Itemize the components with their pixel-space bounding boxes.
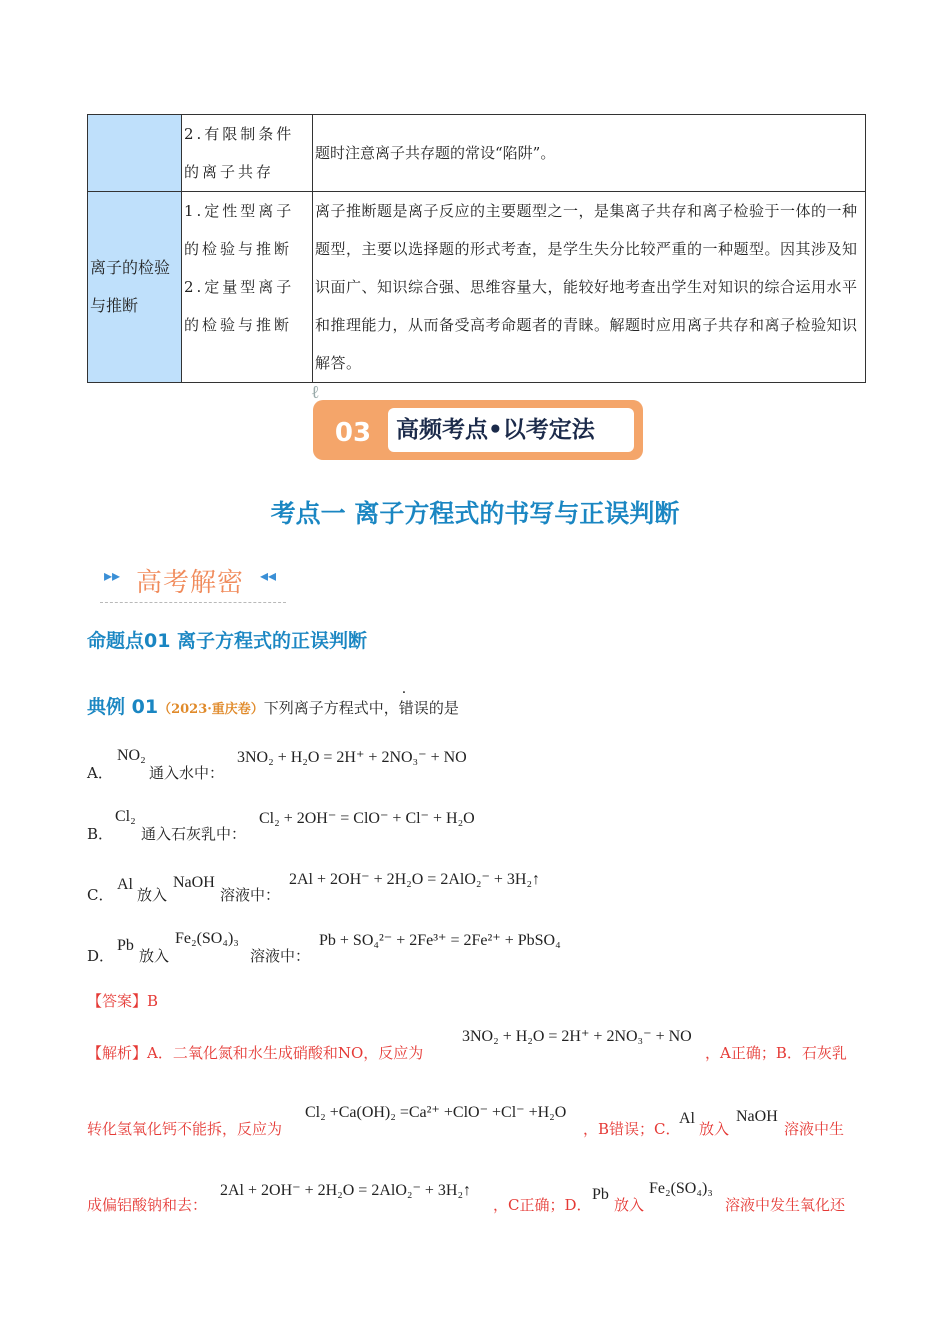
example-stem-post: 的是 (428, 699, 459, 717)
option-letter: C． (87, 886, 114, 904)
option-formula: 2Al + 2OH⁻ + 2H₂O = 2AlO₂⁻ + 3H₂↑ (289, 871, 541, 888)
analysis-text: 放入 (699, 1120, 730, 1138)
point-item: 2.定量型离子的检验与推断 (184, 278, 295, 334)
analysis-formula: 3NO₂ + H₂O = 2H⁺ + 2NO₃⁻ + NO (462, 1028, 692, 1045)
answer: 【答案】B (87, 992, 159, 1010)
banner-title: 高频考点•以考定法 (396, 417, 595, 443)
section-title: 考点一 离子方程式的书写与正误判断 (270, 499, 680, 528)
analysis-text: 溶液中发生氧化还 (725, 1196, 846, 1214)
banner-number: 03 (334, 418, 372, 448)
hook-icon: ℓ (311, 382, 320, 403)
option-text: 通入石灰乳中： (141, 825, 247, 843)
table-cell-points: 2.有限制条件的离子共存 (182, 115, 313, 192)
option-reagent: Cl₂ (115, 808, 136, 825)
option-letter: B． (87, 825, 114, 843)
analysis-formula: NaOH (736, 1108, 778, 1125)
table-cell-desc: 离子推断题是离子反应的主要题型之一，是集离子共存和离子检验于一体的一种题型，主要以选择题的形式考查，是学生失分比较严重的一种题型。因其涉及知识面广、知识综合强、思维容量大，能较好地考查出学生对知识的综合运用水平和推理能力，从而备受高考命题者的青睐。解题时应用离子共存和离子检验知识解答。 (313, 192, 866, 383)
table-cell-points (182, 192, 313, 383)
example-source: （2023·重庆卷） (158, 702, 264, 717)
option-a (87, 742, 887, 782)
example-label: 典例 01 (87, 696, 159, 718)
analysis-text: 转化氢氧化钙不能拆，反应为 (87, 1120, 283, 1138)
table-cell-desc: 题时注意离子共存题的常设“陷阱”。 (313, 115, 866, 192)
option-text: 放入 (137, 886, 168, 904)
analysis-text: 【解析】A．二氧化氮和水生成硝酸和NO，反应为 (87, 1044, 424, 1062)
analysis-formula: Fe₂(SO₄)₃ (649, 1180, 713, 1197)
analysis-line-2 (87, 1102, 867, 1142)
option-text-2: 溶液中： (220, 886, 281, 904)
option-reagent-2: NaOH (173, 874, 215, 891)
double-arrow-left-icon: ◂◂ (260, 566, 277, 585)
option-text: 放入 (139, 947, 170, 965)
option-letter: A． (87, 764, 113, 782)
analysis-line-3 (87, 1178, 867, 1218)
option-reagent: NO₂ (117, 747, 146, 764)
analysis-text: 溶液中生 (784, 1120, 845, 1138)
option-reagent: Pb (117, 937, 134, 954)
double-arrow-right-icon: ▸▸ (104, 566, 121, 585)
banner-inner (388, 408, 634, 452)
analysis-line-1 (87, 1026, 867, 1066)
option-reagent-2: Fe₂(SO₄)₃ (175, 930, 239, 947)
analysis-text: 成偏铝酸钠和去： (87, 1196, 208, 1214)
option-text: 通入水中： (149, 764, 225, 782)
example-stem (87, 692, 459, 719)
analysis-formula: Al (679, 1110, 695, 1127)
analysis-text: ，C正确；D． (493, 1196, 592, 1214)
analysis-text: ，A正确；B．石灰乳 (705, 1044, 847, 1062)
option-letter: D． (87, 947, 115, 965)
analysis-formula: Cl₂ +Ca(OH)₂ =Ca²⁺ +ClO⁻ +Cl⁻ +H₂O (305, 1104, 567, 1121)
table-row (88, 115, 866, 192)
option-b (87, 803, 887, 843)
option-formula: Cl₂ + 2OH⁻ = ClO⁻ + Cl⁻ + H₂O (259, 810, 475, 827)
analysis-formula: 2Al + 2OH⁻ + 2H₂O = 2AlO₂⁻ + 3H₂↑ (220, 1182, 472, 1199)
option-text-2: 溶液中： (250, 947, 311, 965)
option-c (87, 864, 887, 904)
example-stem-pre: 下列离子方程式中， (263, 699, 399, 717)
analysis-text: 放入 (614, 1196, 645, 1214)
proposition-title: 命题点01 离子方程式的正误判断 (87, 630, 368, 652)
gaokao-label: 高考解密 (136, 568, 245, 598)
table-cell-topic: 离子的检验与推断 (88, 192, 182, 383)
gaokao-header (100, 562, 286, 603)
option-reagent: Al (117, 876, 133, 893)
table-row (88, 192, 866, 383)
section-banner (311, 382, 645, 462)
option-formula: 3NO₂ + H₂O = 2H⁺ + 2NO₃⁻ + NO (237, 749, 467, 766)
analysis-text: ，B错误；C． (583, 1120, 681, 1138)
analysis-formula: Pb (592, 1186, 609, 1203)
topic-table (87, 114, 866, 383)
option-d (87, 925, 887, 965)
point-item: 1.定性型离子的检验与推断 (184, 202, 295, 258)
table-cell-topic (88, 115, 182, 192)
example-stem-key: 错误 (398, 699, 429, 717)
option-formula: Pb + SO₄²⁻ + 2Fe³⁺ = 2Fe²⁺ + PbSO₄ (319, 932, 561, 949)
